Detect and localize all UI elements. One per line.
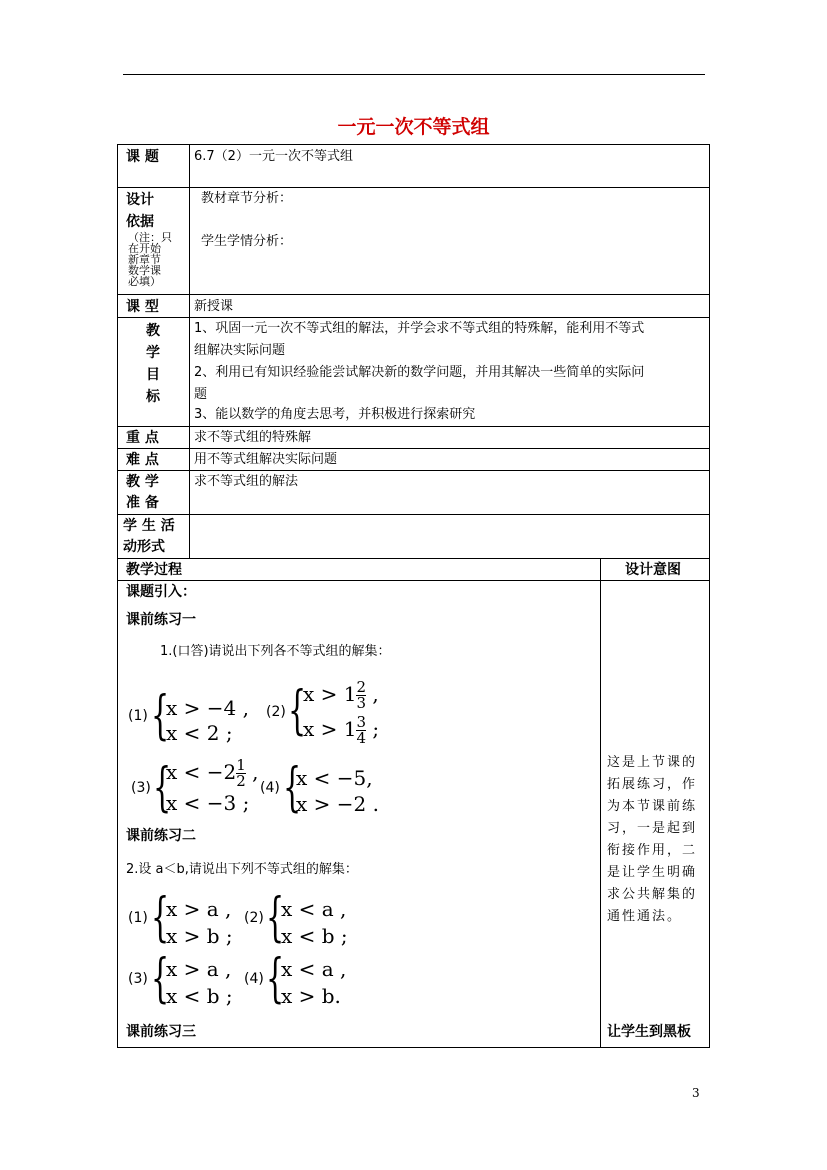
brace-icon: {	[288, 681, 307, 741]
intent-column-divider	[600, 558, 601, 1048]
question-1: 1.(口答)请说出下列各不等式组的解集：	[160, 644, 391, 659]
label-column-divider	[189, 144, 190, 559]
brace-icon: {	[151, 686, 170, 746]
brace-icon: {	[283, 758, 302, 818]
goal-line: 题	[194, 387, 208, 402]
brace-icon: {	[153, 758, 172, 818]
prep-label: 教 学	[126, 474, 159, 490]
student-analysis-label: 学生学情分析：	[201, 234, 293, 249]
brace-icon: {	[151, 949, 170, 1009]
design-label: 依据	[126, 214, 154, 230]
goal-line: 1、巩固一元一次不等式组的解法，并学会求不等式组的特殊解，能利用不等式	[194, 321, 645, 336]
practice-1-title: 课前练习一	[126, 612, 196, 628]
goal-line: 组解决实际问题	[194, 343, 286, 358]
lesson-type-label: 课 型	[126, 299, 159, 315]
question-2: 2.设 a＜b,请说出下列不等式组的解集：	[126, 862, 358, 877]
header-rule	[123, 74, 705, 75]
intent-header: 设计意图	[625, 562, 681, 578]
difficulty-label: 难 点	[126, 452, 159, 468]
table-border-right	[709, 144, 710, 1048]
design-label: 设计	[126, 192, 154, 208]
key-point-label: 重 点	[126, 430, 159, 446]
lesson-type-value: 新授课	[194, 299, 234, 314]
activity-label: 学 生 活	[123, 518, 175, 534]
table-border-top	[117, 144, 710, 145]
document-title: 一元一次不等式组	[337, 116, 490, 138]
row-divider	[117, 514, 710, 515]
practice-3-title: 课前练习三	[126, 1024, 196, 1040]
row-divider	[117, 294, 710, 295]
difficulty-value: 用不等式组解决实际问题	[194, 452, 338, 467]
prep-label: 准 备	[126, 495, 159, 511]
goal-line: 2、利用已有知识经验能尝试解决新的数学问题，并用其解决一些简单的实际问	[194, 365, 645, 380]
textbook-analysis-label: 教材章节分析：	[201, 191, 293, 206]
brace-icon: {	[266, 949, 285, 1009]
intent-bottom: 让学生到黑板	[607, 1024, 691, 1040]
practice-2-title: 课前练习二	[126, 828, 196, 844]
topic-value: 6.7（2）一元一次不等式组	[194, 149, 353, 164]
brace-icon: {	[151, 888, 170, 948]
intro-heading: 课题引入：	[126, 584, 196, 600]
activity-label: 动形式	[123, 539, 165, 555]
row-divider	[117, 580, 710, 581]
prep-value: 求不等式组的解法	[194, 474, 299, 489]
table-border-left	[117, 144, 118, 1048]
brace-icon: {	[266, 888, 285, 948]
row-divider	[117, 558, 710, 559]
key-point-value: 求不等式组的特殊解	[194, 430, 312, 445]
process-header: 教学过程	[126, 562, 182, 578]
table-border-bottom	[117, 1047, 710, 1048]
topic-label: 课 题	[126, 149, 159, 165]
page-number: 3	[692, 1086, 700, 1100]
goal-line: 3、能以数学的角度去思考，并积极进行探索研究	[194, 407, 476, 422]
